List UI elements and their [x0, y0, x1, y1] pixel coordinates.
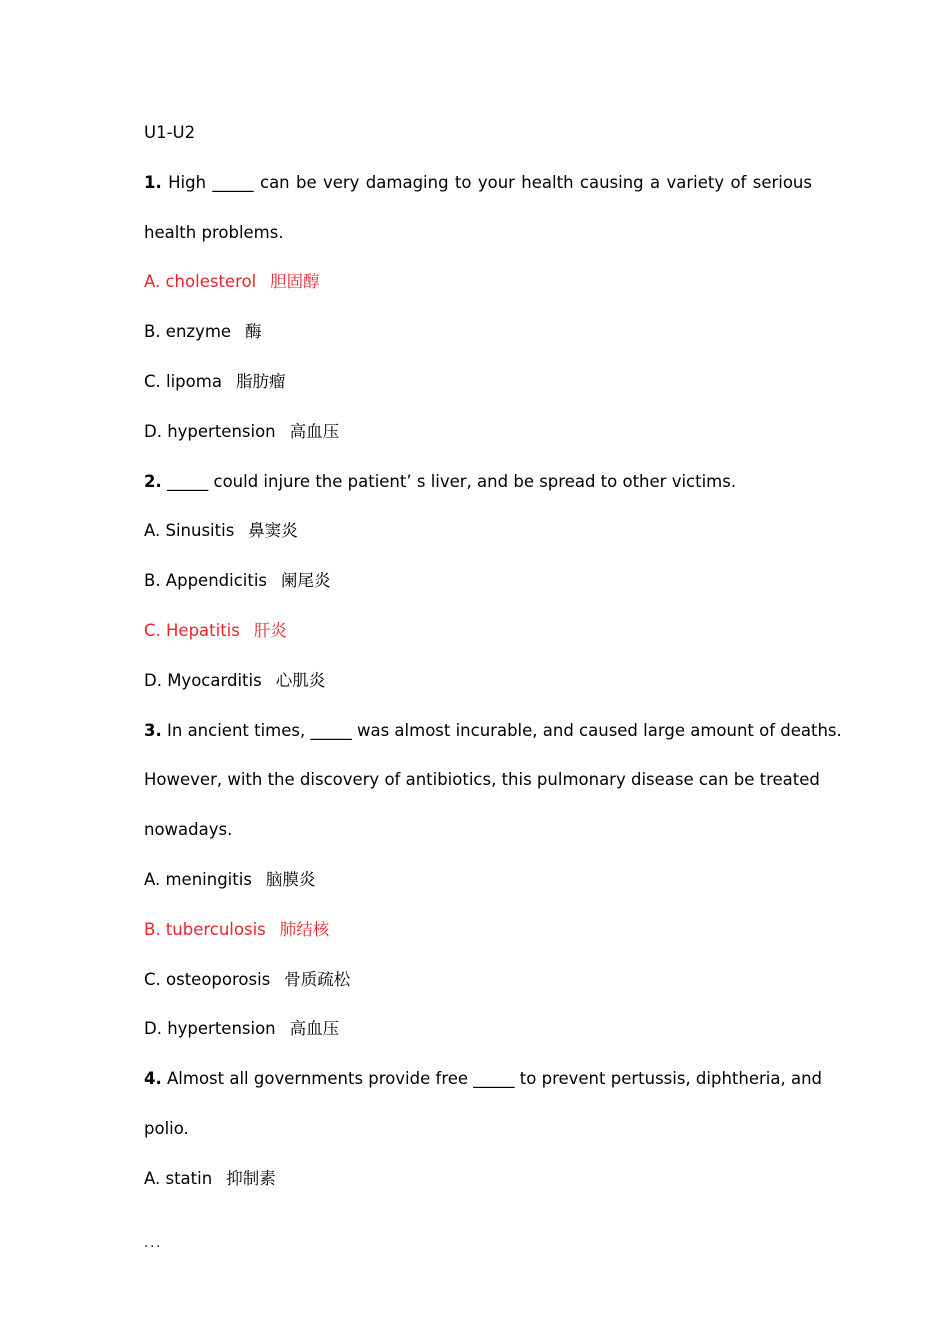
question-stem-line: health problems. — [144, 222, 284, 242]
option-chinese: 肝炎 — [253, 620, 287, 640]
question-number: 4. — [144, 1069, 162, 1089]
question-stem-line: However, with the discovery of antibiotics, this pulmonary disease can be treated — [144, 770, 820, 790]
option-label: B. enzyme — [144, 322, 232, 342]
question-text: Almost all governments provide free _____ to prevent pertussis, diphtheria, and — [167, 1069, 823, 1089]
question-text: In ancient times, _____ was almost incurable, and caused large amount of deaths. — [167, 720, 842, 740]
option-label: B. tuberculosis — [144, 919, 266, 939]
question-stem-line: nowadays. — [144, 820, 233, 840]
option-d — [144, 1004, 812, 1054]
question-number: 3. — [144, 720, 162, 740]
option-chinese: 酶 — [245, 322, 262, 342]
option-a — [144, 855, 812, 905]
question-2 — [144, 457, 812, 706]
question-3 — [144, 706, 842, 1055]
option-a — [144, 506, 812, 556]
question-stem-line — [144, 158, 812, 208]
option-label: C. Hepatitis — [144, 620, 240, 640]
option-d — [144, 656, 812, 706]
option-d — [144, 407, 812, 457]
option-label: A. statin — [144, 1168, 213, 1188]
option-chinese: 高血压 — [289, 1019, 340, 1039]
question-1 — [144, 158, 812, 457]
option-chinese: 心肌炎 — [275, 670, 326, 690]
option-label: C. osteoporosis — [144, 969, 271, 989]
question-number: 1. — [144, 172, 162, 192]
option-label: B. Appendicitis — [144, 571, 268, 591]
option-label: D. hypertension — [144, 421, 276, 441]
option-label: C. lipoma — [144, 371, 222, 391]
option-a — [144, 1154, 812, 1204]
option-chinese: 胆固醇 — [270, 272, 320, 292]
option-b — [144, 556, 812, 606]
question-number: 2. — [144, 471, 162, 491]
question-text: _____ could injure the patient’ s liver, and be spread to other victims. — [167, 471, 737, 491]
option-b-correct — [144, 905, 812, 955]
option-b — [144, 307, 812, 357]
option-chinese: 高血压 — [289, 421, 340, 441]
option-chinese: 阑尾炎 — [281, 571, 331, 591]
option-chinese: 骨质疏松 — [284, 969, 351, 989]
option-chinese: 肺结核 — [279, 919, 330, 939]
option-chinese: 鼻窦炎 — [248, 521, 298, 541]
option-label: A. Sinusitis — [144, 521, 235, 541]
question-stem-line — [144, 706, 842, 756]
option-label: A. meningitis — [144, 869, 252, 889]
question-stem-line: polio. — [144, 1118, 189, 1138]
option-c-correct — [144, 606, 812, 656]
question-stem-line — [144, 457, 812, 507]
question-stem-line — [144, 1054, 823, 1104]
question-text: High _____ can be very damaging to your health causing a variety of serious — [168, 172, 812, 192]
page-footer-ellipsis: ... — [144, 1236, 163, 1251]
question-4 — [144, 1054, 823, 1203]
option-chinese: 脂肪瘤 — [235, 371, 286, 391]
option-a-correct — [144, 257, 812, 307]
option-label: D. Myocarditis — [144, 670, 262, 690]
option-label: D. hypertension — [144, 1019, 276, 1039]
option-c — [144, 955, 812, 1005]
document-page — [144, 108, 842, 1204]
option-chinese: 抑制素 — [226, 1168, 276, 1188]
option-chinese: 脑膜炎 — [265, 869, 316, 889]
option-c — [144, 357, 812, 407]
option-label: A. cholesterol — [144, 272, 257, 292]
unit-heading: U1-U2 — [144, 123, 196, 142]
